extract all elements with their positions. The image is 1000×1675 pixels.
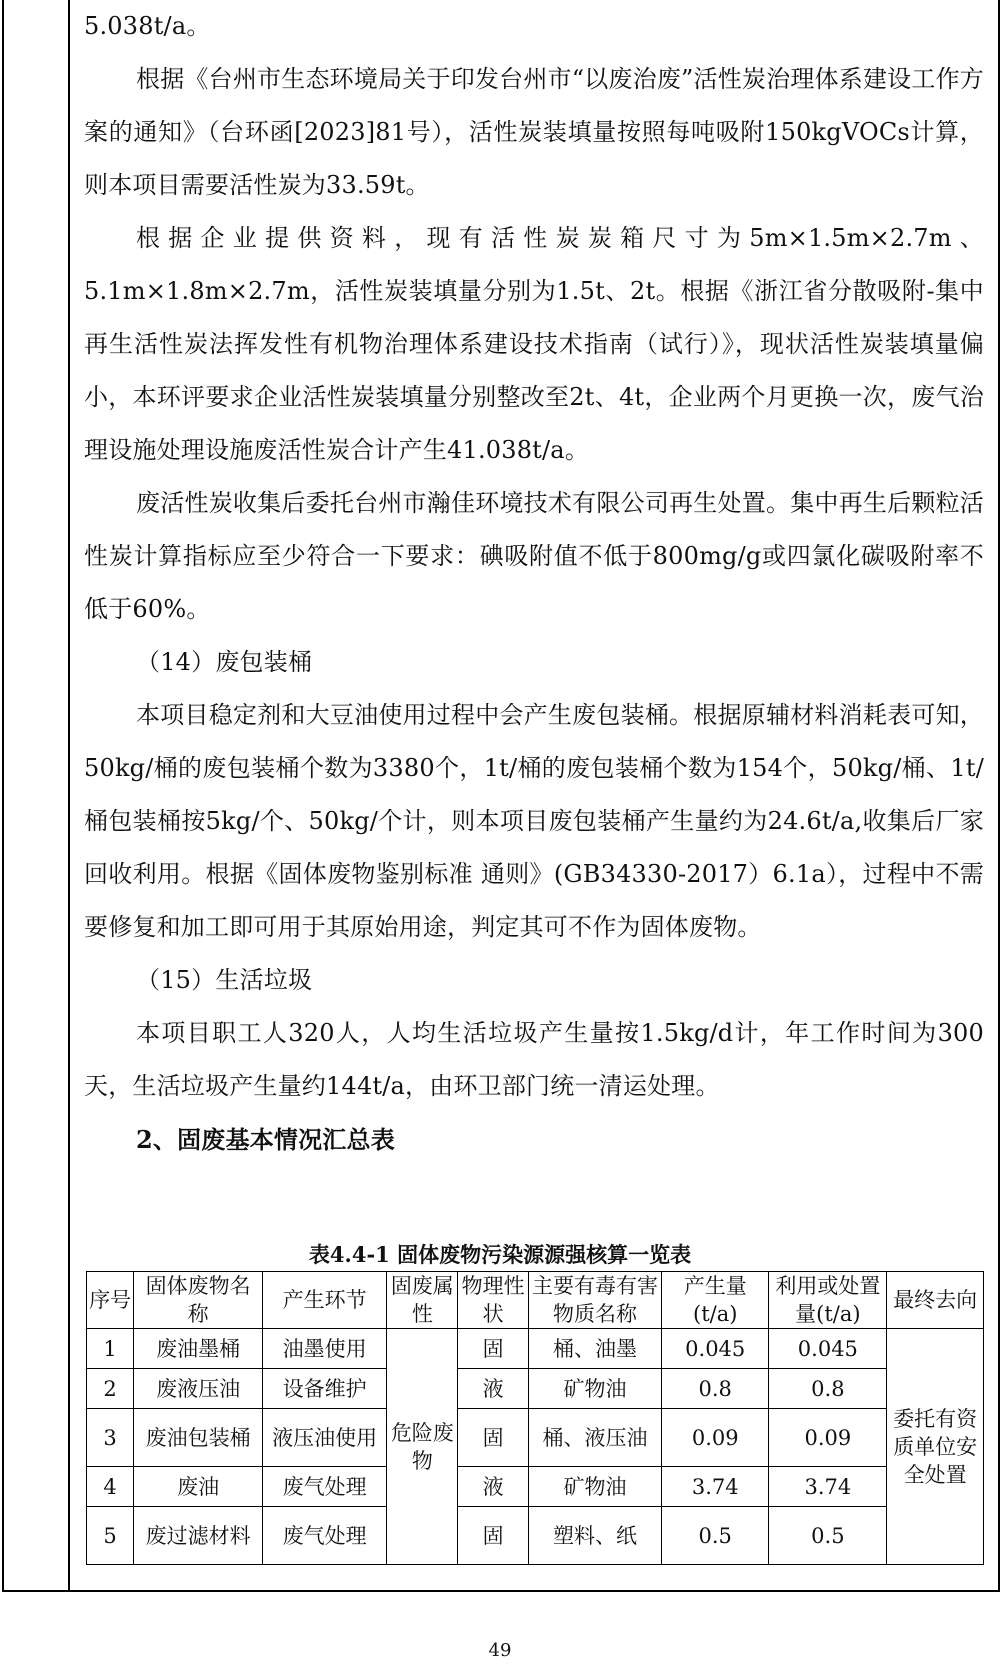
table-row bbox=[87, 1409, 984, 1467]
cell-destination: 委托有资质单位安全处置 bbox=[887, 1329, 984, 1565]
left-column-divider bbox=[68, 0, 70, 1592]
cell-state: 固 bbox=[458, 1329, 529, 1369]
cell-no: 4 bbox=[87, 1467, 134, 1507]
cell-disposal: 0.5 bbox=[769, 1507, 887, 1565]
cell-name: 废液压油 bbox=[134, 1369, 263, 1409]
cell-name: 废油墨桶 bbox=[134, 1329, 263, 1369]
cell-no: 2 bbox=[87, 1369, 134, 1409]
cell-amount: 0.5 bbox=[662, 1507, 769, 1565]
cell-no: 1 bbox=[87, 1329, 134, 1369]
section-heading: 2、固废基本情况汇总表 bbox=[136, 1125, 395, 1154]
cell-attribute: 危险废物 bbox=[387, 1329, 458, 1565]
cell-amount: 0.09 bbox=[662, 1409, 769, 1467]
cell-toxic: 桶、油墨 bbox=[529, 1329, 662, 1369]
table-row bbox=[87, 1507, 984, 1565]
cell-name: 废过滤材料 bbox=[134, 1507, 263, 1565]
cell-stage: 设备维护 bbox=[262, 1369, 386, 1409]
cell-disposal: 0.09 bbox=[769, 1409, 887, 1467]
header-amount: 产生量(t/a) bbox=[662, 1272, 769, 1329]
header-toxic: 主要有毒有害物质名称 bbox=[529, 1272, 662, 1329]
table-title: 表4.4-1 固体废物污染源源强核算一览表 bbox=[308, 1242, 692, 1267]
body-text bbox=[84, 0, 984, 1166]
header-name: 固体废物名称 bbox=[134, 1272, 263, 1329]
header-disposal: 利用或处置量(t/a) bbox=[769, 1272, 887, 1329]
page-number: 49 bbox=[488, 1640, 512, 1661]
cell-name: 废油包装桶 bbox=[134, 1409, 263, 1467]
paragraph-carbon-regeneration: 废活性炭收集后委托台州市瀚佳环境技术有限公司再生处置。集中再生后颗粒活性炭计算指标应至少符合一下要求：碘吸附值不低于800mg/g或四氯化碳吸附率不低于60%。 bbox=[84, 489, 984, 623]
cell-stage: 废气处理 bbox=[262, 1507, 386, 1565]
header-attribute: 固废属性 bbox=[387, 1272, 458, 1329]
cell-disposal: 0.045 bbox=[769, 1329, 887, 1369]
table-row bbox=[87, 1369, 984, 1409]
cell-toxic: 矿物油 bbox=[529, 1369, 662, 1409]
cell-name: 废油 bbox=[134, 1467, 263, 1507]
paragraph-domestic-waste: 本项目职工人320人，人均生活垃圾产生量按1.5kg/d计，年工作时间为300天，生活垃圾产生量约144t/a，由环卫部门统一清运处理。 bbox=[84, 1019, 984, 1100]
subheading-domestic-waste: （15）生活垃圾 bbox=[136, 966, 313, 994]
cell-no: 3 bbox=[87, 1409, 134, 1467]
cell-amount: 3.74 bbox=[662, 1467, 769, 1507]
cell-toxic: 塑料、纸 bbox=[529, 1507, 662, 1565]
table-header-row bbox=[87, 1272, 984, 1329]
paragraph-waste-barrels: 本项目稳定剂和大豆油使用过程中会产生废包装桶。根据原辅材料消耗表可知，50kg/桶的废包装桶个数为3380个，1t/桶的废包装桶个数为154个，50kg/桶、1t/桶包装桶按5kg/个、50kg/个计，则本项目废包装桶产生量约为24.6t/a,收集后厂家回收利用。根据《固体废物鉴别标准 通则》(GB34330-2017）6.1a），过程中不需要修复和加工即可用于其原始用途，判定其可不作为固体废物。 bbox=[84, 701, 984, 941]
cell-state: 固 bbox=[458, 1507, 529, 1565]
table-row bbox=[87, 1467, 984, 1507]
paragraph-continuation: 5.038t/a。 bbox=[84, 12, 211, 40]
header-state: 物理性状 bbox=[458, 1272, 529, 1329]
cell-no: 5 bbox=[87, 1507, 134, 1565]
header-stage: 产生环节 bbox=[262, 1272, 386, 1329]
cell-toxic: 矿物油 bbox=[529, 1467, 662, 1507]
table-row bbox=[87, 1329, 984, 1369]
solid-waste-table bbox=[86, 1271, 984, 1565]
cell-state: 液 bbox=[458, 1467, 529, 1507]
cell-stage: 废气处理 bbox=[262, 1467, 386, 1507]
subheading-waste-barrels: （14）废包装桶 bbox=[136, 648, 313, 676]
cell-disposal: 3.74 bbox=[769, 1467, 887, 1507]
cell-stage: 油墨使用 bbox=[262, 1329, 386, 1369]
cell-disposal: 0.8 bbox=[769, 1369, 887, 1409]
cell-stage: 液压油使用 bbox=[262, 1409, 386, 1467]
cell-state: 固 bbox=[458, 1409, 529, 1467]
paragraph-activated-carbon-fill: 根据《台州市生态环境局关于印发台州市“以废治废”活性炭治理体系建设工作方案的通知》（台环函[2023]81号），活性炭装填量按照每吨吸附150kgVOCs计算，则本项目需要活性炭为33.59t。 bbox=[84, 65, 984, 199]
cell-amount: 0.045 bbox=[662, 1329, 769, 1369]
paragraph-carbon-box: 根据企业提供资料，现有活性炭炭箱尺寸为5m×1.5m×2.7m、5.1m×1.8m×2.7m，活性炭装填量分别为1.5t、2t。根据《浙江省分散吸附-集中再生活性炭法挥发性有机物治理体系建设技术指南（试行）》，现状活性炭装填量偏小，本环评要求企业活性炭装填量分别整改至2t、4t，企业两个月更换一次，废气治理设施处理设施废活性炭合计产生41.038t/a。 bbox=[84, 224, 984, 464]
cell-amount: 0.8 bbox=[662, 1369, 769, 1409]
cell-state: 液 bbox=[458, 1369, 529, 1409]
header-destination: 最终去向 bbox=[887, 1272, 984, 1329]
cell-toxic: 桶、液压油 bbox=[529, 1409, 662, 1467]
header-no: 序号 bbox=[87, 1272, 134, 1329]
